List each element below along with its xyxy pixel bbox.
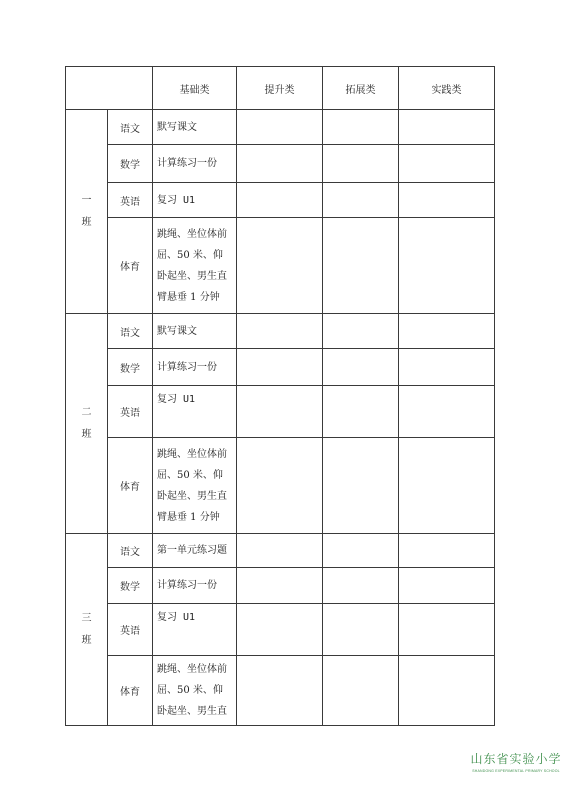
task-cell: 跳绳、坐位体前 屈、50 米、仰 卧起坐、男生直 臂悬垂 1 分钟 — [153, 438, 237, 534]
subject-cell: 数学 — [108, 349, 153, 386]
task-cell: 复习 U1 — [153, 386, 237, 438]
task-cell: 计算练习一份 — [153, 568, 237, 604]
class-label: 三 班 — [66, 534, 108, 726]
corner-cell — [66, 67, 153, 110]
header-expand: 拓展类 — [323, 67, 399, 110]
table-row — [66, 218, 495, 314]
subject-cell: 数学 — [108, 145, 153, 183]
school-logo-subtitle: SHANDONG EXPERIMENTAL PRIMARY SCHOOL — [472, 769, 560, 773]
table-row — [66, 604, 495, 656]
table-row — [66, 568, 495, 604]
task-cell: 第一单元练习题 — [153, 534, 237, 568]
class-label: 一 班 — [66, 110, 108, 314]
subject-cell: 英语 — [108, 604, 153, 656]
table-row — [66, 145, 495, 183]
task-cell: 复习 U1 — [153, 604, 237, 656]
header-improve: 提升类 — [237, 67, 323, 110]
class-label: 二 班 — [66, 314, 108, 534]
subject-cell: 英语 — [108, 386, 153, 438]
table-row — [66, 183, 495, 218]
table-row — [66, 110, 495, 145]
school-logo-name: 山东省实验小学 — [470, 752, 562, 766]
table-row — [66, 349, 495, 386]
subject-cell: 数学 — [108, 568, 153, 604]
header-basic: 基础类 — [153, 67, 237, 110]
task-cell: 计算练习一份 — [153, 145, 237, 183]
task-cell: 跳绳、坐位体前 屈、50 米、仰 卧起坐、男生直 — [153, 656, 237, 726]
homework-table — [65, 66, 495, 726]
table-row — [66, 386, 495, 438]
subject-cell: 语文 — [108, 110, 153, 145]
subject-cell: 语文 — [108, 534, 153, 568]
subject-cell: 语文 — [108, 314, 153, 349]
table-row — [66, 314, 495, 349]
school-logo — [470, 750, 562, 773]
subject-cell: 体育 — [108, 438, 153, 534]
table-row — [66, 656, 495, 726]
header-row — [66, 67, 495, 110]
task-cell: 默写课文 — [153, 314, 237, 349]
subject-cell: 体育 — [108, 218, 153, 314]
task-cell: 计算练习一份 — [153, 349, 237, 386]
task-cell: 跳绳、坐位体前 屈、50 米、仰 卧起坐、男生直 臂悬垂 1 分钟 — [153, 218, 237, 314]
subject-cell: 体育 — [108, 656, 153, 726]
subject-cell: 英语 — [108, 183, 153, 218]
task-cell: 复习 U1 — [153, 183, 237, 218]
table-row — [66, 438, 495, 534]
table-row — [66, 534, 495, 568]
header-practice: 实践类 — [399, 67, 495, 110]
task-cell: 默写课文 — [153, 110, 237, 145]
